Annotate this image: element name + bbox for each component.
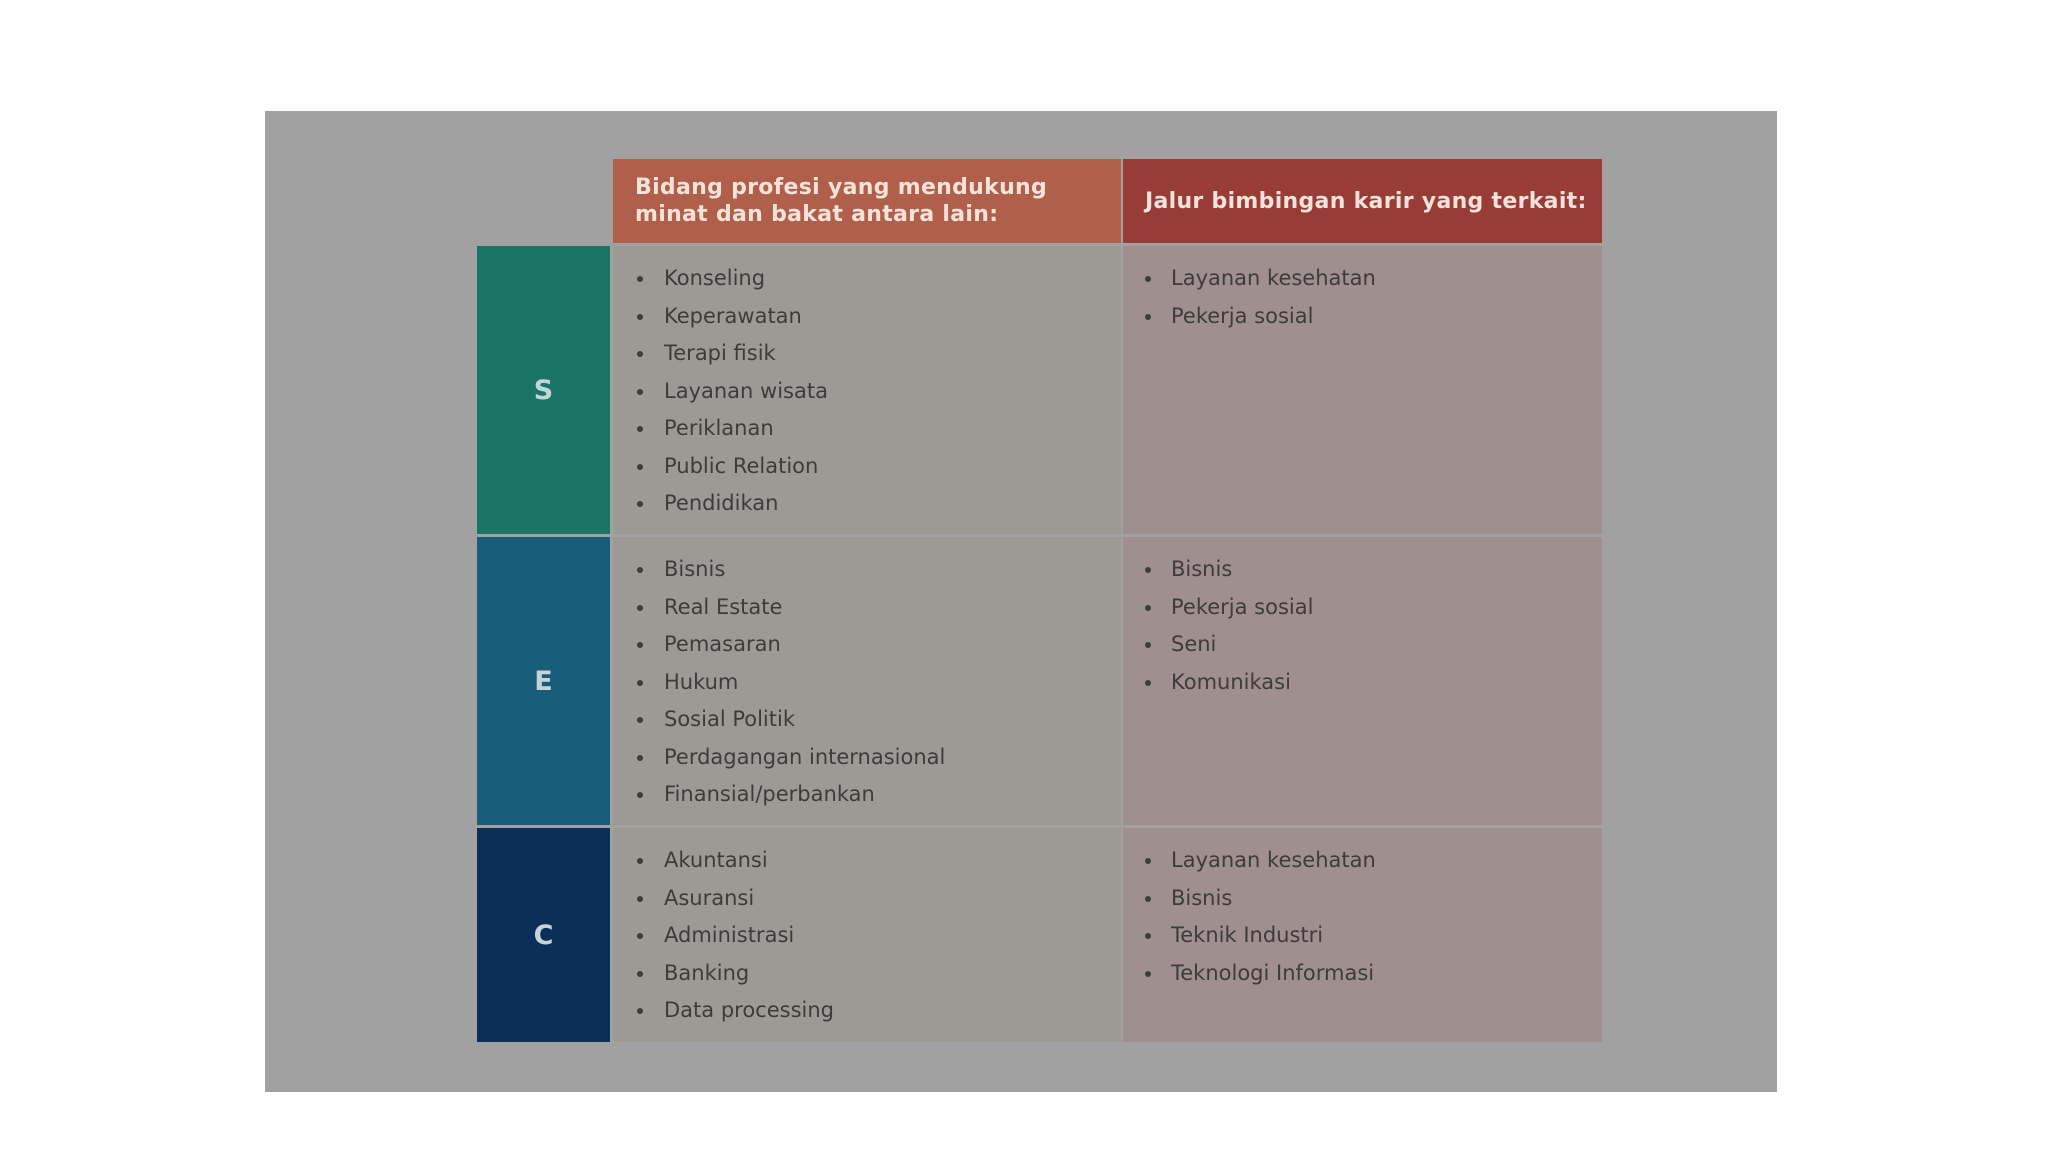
list-item: Sosial Politik [613, 707, 1121, 745]
list-item: Finansial/perbankan [613, 782, 1121, 820]
professions-cell-e [613, 537, 1121, 825]
list-item: Hukum [613, 670, 1121, 708]
professions-cell-s [613, 246, 1121, 534]
letter-cell-s [477, 246, 610, 534]
list-item: Konseling [613, 266, 1121, 304]
list-item: Pemasaran [613, 632, 1121, 670]
header-professions [613, 159, 1121, 243]
list-item: Pekerja sosial [1123, 595, 1602, 633]
letter-cell-e [477, 537, 610, 825]
career-table [477, 159, 1602, 1042]
header-career-paths [1123, 159, 1602, 243]
list-item: Layanan wisata [613, 379, 1121, 417]
career-paths-cell-e [1123, 537, 1602, 825]
table-row-c [477, 828, 1602, 1042]
list-item: Teknologi Informasi [1123, 961, 1602, 999]
list-item: Bisnis [1123, 557, 1602, 595]
list-item: Layanan kesehatan [1123, 848, 1602, 886]
list-item: Teknik Industri [1123, 923, 1602, 961]
list-item: Banking [613, 961, 1121, 999]
list-item: Periklanan [613, 416, 1121, 454]
row-letter: E [534, 665, 553, 697]
letter-cell-c [477, 828, 610, 1042]
row-letter: C [533, 919, 554, 951]
list-item: Layanan kesehatan [1123, 266, 1602, 304]
list-item: Data processing [613, 998, 1121, 1036]
list-item: Terapi fisik [613, 341, 1121, 379]
list-item: Bisnis [1123, 886, 1602, 924]
career-paths-cell-c [1123, 828, 1602, 1042]
list-item: Akuntansi [613, 848, 1121, 886]
table-row-s [477, 246, 1602, 534]
row-letter: S [533, 374, 554, 406]
list-item: Pekerja sosial [1123, 304, 1602, 342]
slide-frame [265, 111, 1777, 1092]
list-item: Perdagangan internasional [613, 745, 1121, 783]
list-item: Bisnis [613, 557, 1121, 595]
header-career-paths-label: Jalur bimbingan karir yang terkait: [1145, 188, 1587, 214]
table-row-e [477, 537, 1602, 825]
list-item: Public Relation [613, 454, 1121, 492]
list-item: Pendidikan [613, 491, 1121, 529]
list-item: Asuransi [613, 886, 1121, 924]
professions-cell-c [613, 828, 1121, 1042]
list-item: Komunikasi [1123, 670, 1602, 708]
list-item: Seni [1123, 632, 1602, 670]
list-item: Administrasi [613, 923, 1121, 961]
list-item: Real Estate [613, 595, 1121, 633]
career-paths-cell-s [1123, 246, 1602, 534]
header-professions-label: Bidang profesi yang mendukung minat dan bakat antara lain: [635, 175, 1048, 227]
list-item: Keperawatan [613, 304, 1121, 342]
